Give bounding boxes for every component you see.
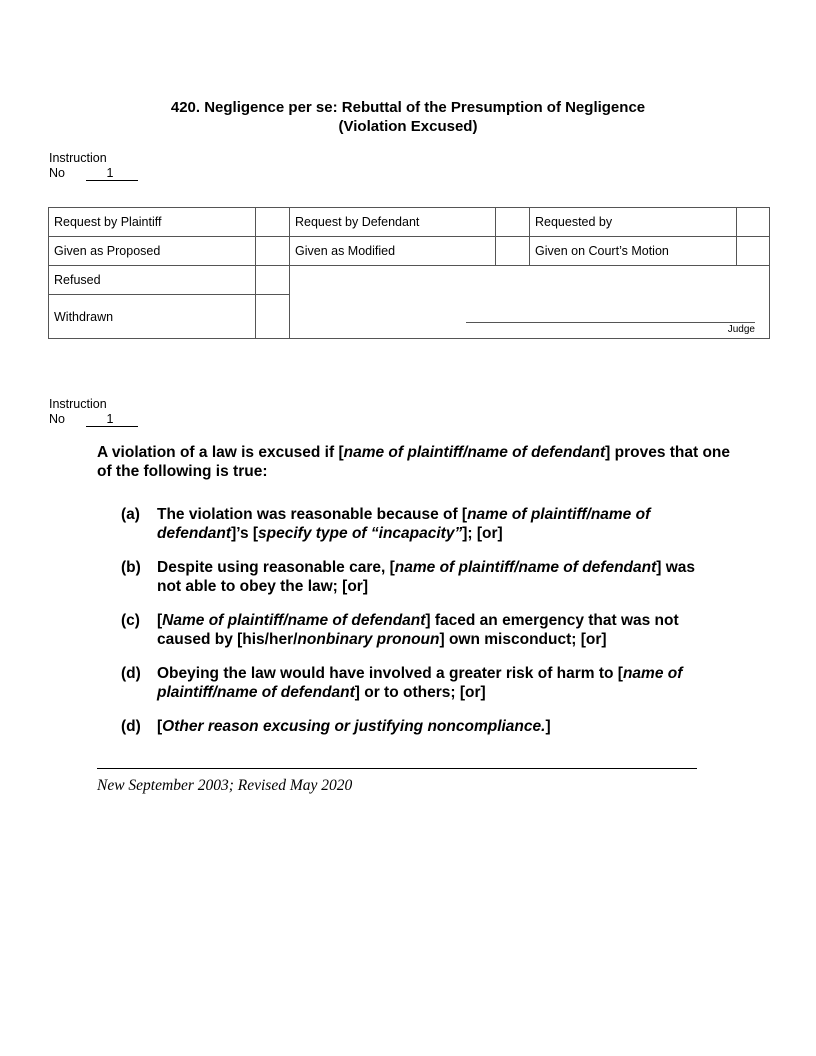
item-label: (d) <box>121 718 141 735</box>
list-item <box>121 558 737 596</box>
refused-checkbox[interactable] <box>256 266 290 295</box>
instruction-no-label: No <box>49 412 65 426</box>
item-text: [Other reason excusing or justifying noncompliance.] <box>157 718 551 735</box>
instruction-body <box>97 443 737 751</box>
item-text: Despite using reasonable care, [name of plaintiff/name of defendant] was not able to obey the law; [or] <box>157 559 696 595</box>
request-by-defendant-label: Request by Defendant <box>290 208 496 237</box>
list-item <box>121 717 737 736</box>
withdrawn-label: Withdrawn <box>49 295 256 339</box>
item-label: (d) <box>121 665 141 682</box>
list-item <box>121 505 737 543</box>
instruction-number-field[interactable]: 1 <box>86 166 138 181</box>
intro-paragraph: A violation of a law is excused if [name of plaintiff/name of defendant] proves that one of the following is true: <box>97 444 731 480</box>
requested-by-checkbox[interactable] <box>737 208 770 237</box>
request-status-table <box>48 207 770 339</box>
title-line-1: 420. Negligence per se: Rebuttal of the Presumption of Negligence <box>170 99 646 116</box>
item-text: The violation was reasonable because of [name of plaintiff/name of defendant]’s [specify type of “incapacity”]; [or] <box>157 506 651 542</box>
judge-signature-area <box>290 266 770 339</box>
judge-signature-line[interactable] <box>466 322 755 323</box>
given-as-modified-checkbox[interactable] <box>496 237 530 266</box>
given-on-courts-motion-label: Given on Court’s Motion <box>530 237 737 266</box>
request-by-defendant-checkbox[interactable] <box>496 208 530 237</box>
request-by-plaintiff-checkbox[interactable] <box>256 208 290 237</box>
given-as-proposed-checkbox[interactable] <box>256 237 290 266</box>
instruction-number-field[interactable]: 1 <box>86 412 138 427</box>
given-as-proposed-label: Given as Proposed <box>49 237 256 266</box>
withdrawn-checkbox[interactable] <box>256 295 290 339</box>
item-text: Obeying the law would have involved a greater risk of harm to [name of plaintiff/name of defendant] or to others; [or] <box>157 665 683 701</box>
item-label: (a) <box>121 506 140 523</box>
refused-label: Refused <box>49 266 256 295</box>
list-item <box>121 611 737 649</box>
instruction-number-top <box>49 151 138 181</box>
requested-by-label: Requested by <box>530 208 737 237</box>
item-text: [Name of plaintiff/name of defendant] faced an emergency that was not caused by [his/her/nonbinary pronoun] own misconduct; [or] <box>157 612 679 648</box>
footer-divider <box>97 768 697 769</box>
given-on-courts-motion-checkbox[interactable] <box>737 237 770 266</box>
instruction-label: Instruction <box>49 397 107 411</box>
instruction-no-label: No <box>49 166 65 180</box>
page-title <box>0 98 816 136</box>
instruction-number-bottom <box>49 397 138 427</box>
judge-label: Judge <box>727 324 755 335</box>
title-line-2: (Violation Excused) <box>338 118 478 135</box>
instruction-label: Instruction <box>49 151 107 165</box>
item-label: (c) <box>121 612 140 629</box>
list-item <box>121 664 737 702</box>
given-as-modified-label: Given as Modified <box>290 237 496 266</box>
revision-note: New September 2003; Revised May 2020 <box>97 777 353 794</box>
item-label: (b) <box>121 559 141 576</box>
request-by-plaintiff-label: Request by Plaintiff <box>49 208 256 237</box>
